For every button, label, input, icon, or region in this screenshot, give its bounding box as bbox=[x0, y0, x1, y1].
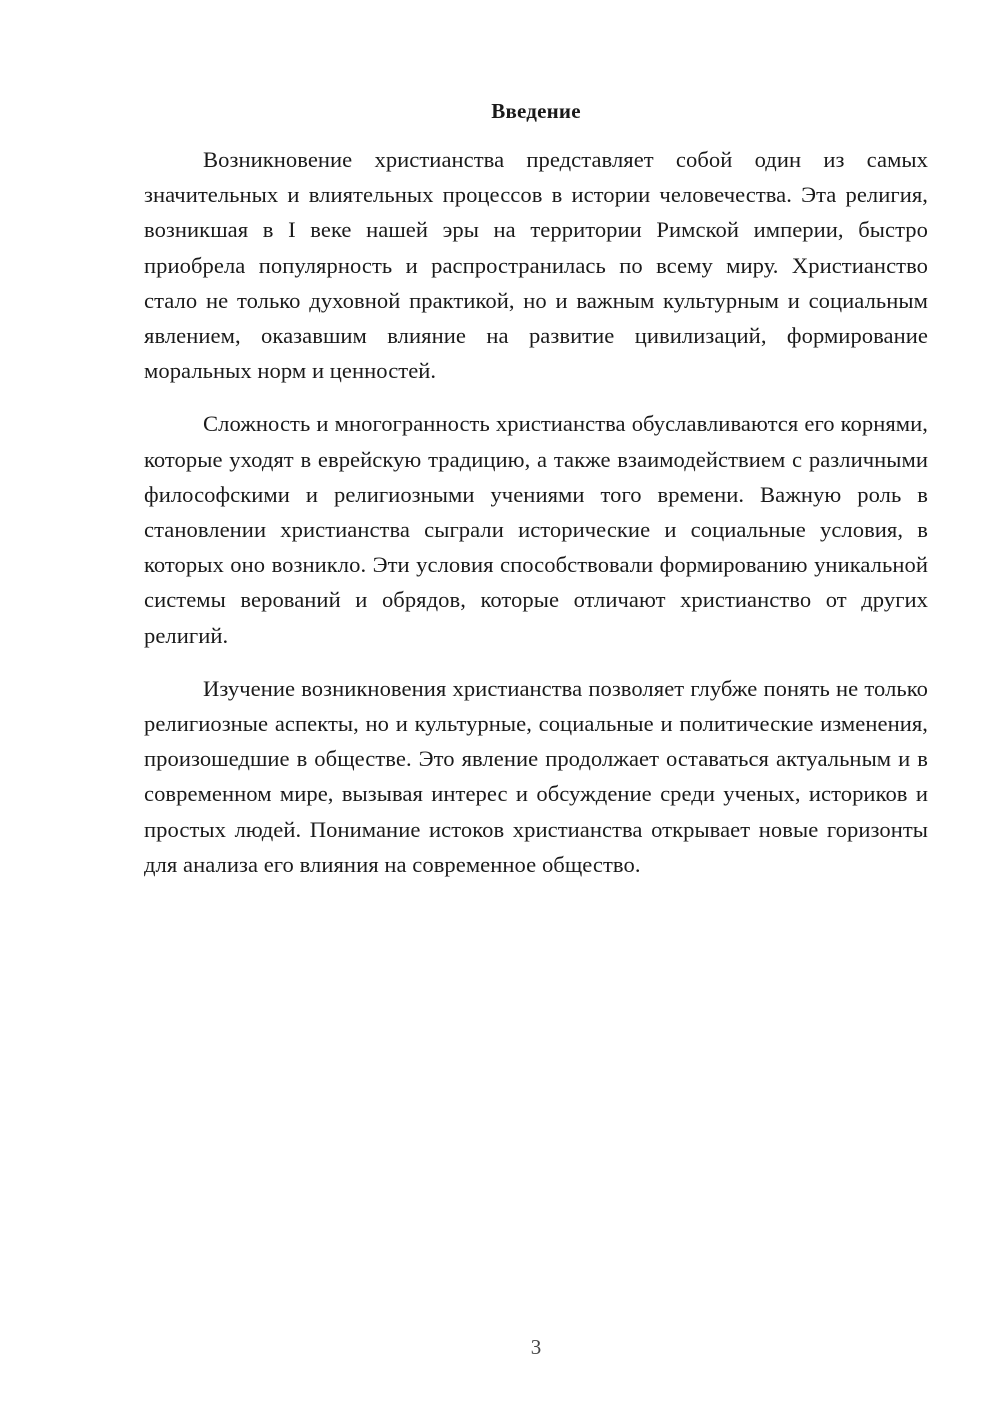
paragraph-3: Изучение возникновения христианства позволяет глубже понять не только религиозные аспекты, но и культурные, социальные и политические изменения, произошедшие в обществе. Это явление продолжает оставаться актуальным и в современном мире, вызывая интерес и обсуждение среди ученых, историков и простых людей. Понимание истоков христианства открывает новые горизонты для анализа его влияния на современное общество. bbox=[144, 675, 928, 877]
page-number: 3 bbox=[530, 1335, 542, 1359]
section-heading: Введение bbox=[491, 99, 581, 123]
paragraph-1: Возникновение христианства представляет собой один из самых значительных и влиятельных процессов в истории человечества. Эта религия, возникшая в I веке нашей эры на территории Римской империи, быстро приобрела популярность и распространилась по всему миру. Христианство стало не только духовной практикой, но и важным культурным и социальным явлением, оказавшим влияние на развитие цивилизаций, формирование моральных норм и ценностей. bbox=[144, 147, 928, 384]
body-text bbox=[144, 142, 928, 900]
paragraph-2: Сложность и многогранность христианства обуславливаются его корнями, которые уходят в еврейскую традицию, а также взаимодействием с различными философскими и религиозными учениями того времени. Важную роль в становлении христианства сыграли исторические и социальные условия, в которых оно возникло. Эти условия способствовали формированию уникальной системы верований и обрядов, которые отличают христианство от других религий. bbox=[144, 411, 928, 648]
